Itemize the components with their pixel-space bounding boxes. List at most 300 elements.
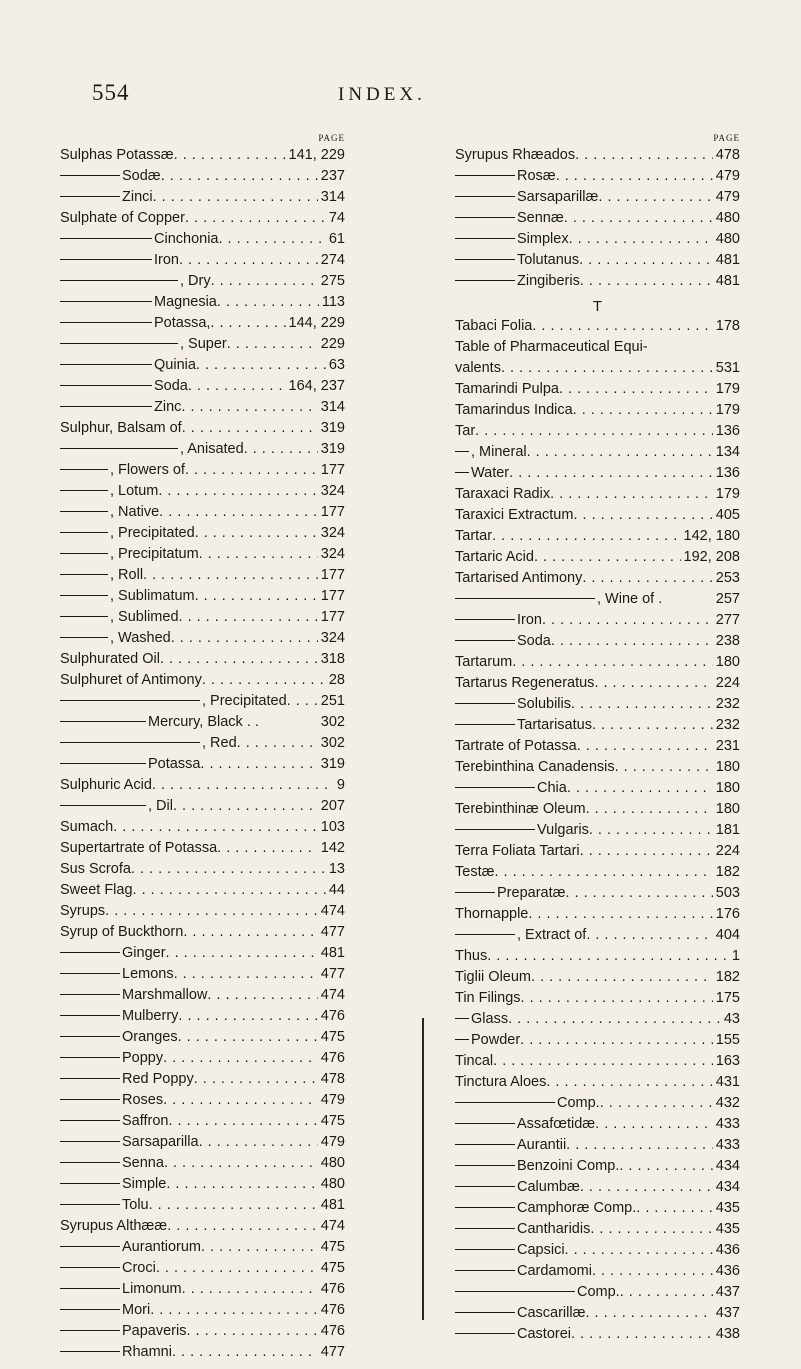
entry-term: Ginger <box>122 945 166 961</box>
index-entry <box>60 1153 345 1174</box>
entry-term: , Precipitatum <box>110 546 199 562</box>
entry-pages: 229 <box>320 336 345 352</box>
index-entry <box>455 463 740 484</box>
dot-leader <box>153 187 318 208</box>
entry-pages: 9 <box>336 777 345 793</box>
ditto-rule <box>60 1330 120 1331</box>
index-entry <box>60 502 345 523</box>
entry-term: Syrups <box>60 903 106 919</box>
dot-leader <box>217 838 318 859</box>
entry-term: Tartar <box>455 528 493 544</box>
dot-leader <box>592 1261 713 1282</box>
dot-leader <box>571 694 713 715</box>
entry-pages: 177 <box>320 504 345 520</box>
ditto-rule <box>455 259 515 260</box>
index-entry <box>60 985 345 1006</box>
entry-term: Mercury, Black . . <box>148 714 259 730</box>
dot-leader <box>566 883 713 904</box>
ditto-rule <box>60 1036 120 1037</box>
dot-leader <box>143 565 318 586</box>
dot-leader <box>571 1324 713 1345</box>
ditto-rule <box>60 301 152 302</box>
dot-leader <box>580 1177 713 1198</box>
ditto-rule <box>455 1249 515 1250</box>
ditto-rule <box>60 742 200 743</box>
entry-term: Marshmallow <box>122 987 208 1003</box>
entry-pages: 177 <box>320 609 345 625</box>
index-entry <box>60 1006 345 1027</box>
entry-term: , Sublimatum <box>110 588 195 604</box>
entry-pages: 207 <box>320 798 345 814</box>
ditto-rule <box>455 196 515 197</box>
entry-pages: 136 <box>715 423 740 439</box>
entry-pages: 1 <box>731 948 740 964</box>
index-entry <box>455 1324 740 1345</box>
index-entries <box>455 145 740 1345</box>
index-entry <box>455 988 740 1009</box>
index-entry <box>455 358 740 379</box>
index-entry <box>455 1051 740 1072</box>
index-entry <box>60 397 345 418</box>
entry-term: Tincal <box>455 1053 494 1069</box>
entry-pages: 314 <box>320 399 345 415</box>
index-entry <box>455 442 740 463</box>
entry-pages: 433 <box>715 1116 740 1132</box>
dot-leader <box>595 1114 713 1135</box>
dot-leader <box>167 1216 318 1237</box>
entry-term: Rosæ <box>517 168 556 184</box>
entry-term: Zinci <box>122 189 153 205</box>
entry-term: Chia <box>537 780 567 796</box>
entry-pages: 531 <box>715 360 740 376</box>
ditto-rule <box>60 385 152 386</box>
entry-term: Vulgaris <box>537 822 589 838</box>
entry-pages: 481 <box>715 273 740 289</box>
dot-leader <box>174 964 318 985</box>
entry-pages: 433 <box>715 1137 740 1153</box>
dot-leader <box>495 862 713 883</box>
ditto-rule <box>60 1078 120 1079</box>
index-entry <box>60 418 345 439</box>
ditto-rule <box>60 700 200 701</box>
entry-term: Tartarum <box>455 654 513 670</box>
entry-term: Cinchonia <box>154 231 219 247</box>
entry-pages: 474 <box>320 903 345 919</box>
entry-term: Comp. <box>577 1284 620 1300</box>
entry-pages: 224 <box>715 843 740 859</box>
dot-leader <box>199 544 318 565</box>
entry-pages: 253 <box>715 570 740 586</box>
entry-pages: 237 <box>320 168 345 184</box>
entry-term: Soda <box>517 633 551 649</box>
index-entry <box>455 1261 740 1282</box>
entry-pages: 63 <box>328 357 345 373</box>
dot-leader <box>188 376 286 397</box>
ditto-rule <box>60 595 108 596</box>
index-entry <box>455 1156 740 1177</box>
index-entry <box>455 526 740 547</box>
entry-term: Water <box>471 465 510 481</box>
entry-term: Quinia <box>154 357 196 373</box>
index-entry <box>60 250 345 271</box>
entry-pages: 43 <box>723 1011 740 1027</box>
dot-leader <box>166 1174 317 1195</box>
dot-leader <box>508 1009 721 1030</box>
entry-pages: 431 <box>715 1074 740 1090</box>
entry-term: Benzoini Comp. <box>517 1158 620 1174</box>
entry-term: Mori <box>122 1302 151 1318</box>
dot-leader <box>202 670 326 691</box>
entry-pages: 438 <box>715 1326 740 1342</box>
entry-pages: 319 <box>320 441 345 457</box>
entry-term: Sulphate of Copper <box>60 210 185 226</box>
ditto-rule <box>60 175 120 176</box>
entry-term: Sulphurated Oil <box>60 651 160 667</box>
dot-leader <box>615 757 713 778</box>
entry-term: Comp. <box>557 1095 600 1111</box>
entry-pages: 435 <box>715 1221 740 1237</box>
index-entry <box>60 187 345 208</box>
entry-term: , Washed <box>110 630 171 646</box>
entry-term: Camphoræ Comp. <box>517 1200 637 1216</box>
entry-term: Assafœtidæ <box>517 1116 596 1132</box>
dot-leader <box>590 1219 712 1240</box>
index-entry <box>60 544 345 565</box>
index-entry <box>455 862 740 883</box>
ditto-rule <box>60 1099 120 1100</box>
ditto-rule <box>455 1123 515 1124</box>
index-entry <box>60 859 345 880</box>
dot-leader <box>150 1300 318 1321</box>
entry-pages: 479 <box>320 1134 345 1150</box>
dot-leader <box>550 484 713 505</box>
entry-pages: 163 <box>715 1053 740 1069</box>
index-entry <box>60 271 345 292</box>
entry-pages: 28 <box>328 672 345 688</box>
entry-term: , Precipitated <box>202 693 287 709</box>
dot-leader <box>586 1303 713 1324</box>
entry-pages: 176 <box>715 906 740 922</box>
ditto-rule <box>60 1204 120 1205</box>
index-entry <box>60 607 345 628</box>
dot-leader <box>509 463 713 484</box>
ditto-rule <box>60 259 152 260</box>
ditto-rule <box>60 343 178 344</box>
index-entry <box>455 652 740 673</box>
ditto-rule <box>455 238 515 239</box>
entry-pages: 475 <box>320 1239 345 1255</box>
entry-term: Tamarindus Indica <box>455 402 573 418</box>
index-entry <box>60 1237 345 1258</box>
dot-leader <box>528 904 712 925</box>
entry-term: Croci <box>122 1260 156 1276</box>
entry-pages: 475 <box>320 1113 345 1129</box>
entry-pages: 178 <box>715 318 740 334</box>
index-entry <box>60 922 345 943</box>
dot-leader <box>199 1132 318 1153</box>
index-entry <box>60 712 345 733</box>
ditto-rule <box>60 1057 120 1058</box>
page-column-header: PAGE <box>318 133 345 143</box>
index-entry <box>60 145 345 166</box>
entry-term: Powder <box>471 1032 521 1048</box>
entry-term: Simple <box>122 1176 167 1192</box>
index-entry <box>455 1282 740 1303</box>
index-entry <box>455 229 740 250</box>
index-entry <box>455 631 740 652</box>
entry-pages: 477 <box>320 966 345 982</box>
dot-leader <box>113 817 318 838</box>
index-entry <box>60 943 345 964</box>
entry-pages: 405 <box>715 507 740 523</box>
entry-pages: 476 <box>320 1281 345 1297</box>
dot-leader <box>201 1237 318 1258</box>
dot-leader <box>163 1048 318 1069</box>
dot-leader <box>573 400 713 421</box>
entry-pages: 480 <box>320 1155 345 1171</box>
index-entry <box>455 1030 740 1051</box>
entry-term: Aurantii <box>517 1137 567 1153</box>
ditto-rule <box>60 406 152 407</box>
dot-leader <box>159 502 318 523</box>
entry-term: Tartrate of Potassa <box>455 738 577 754</box>
entry-pages: 319 <box>320 420 345 436</box>
entry-pages: 476 <box>320 1302 345 1318</box>
dot-leader <box>217 292 319 313</box>
entry-term: Roses <box>122 1092 164 1108</box>
entry-term: Thus <box>455 948 488 964</box>
ditto-rule <box>455 934 515 935</box>
dot-leader <box>237 733 318 754</box>
entry-term: Tartaric Acid <box>455 549 534 565</box>
entry-pages: 314 <box>320 189 345 205</box>
entry-term: Cardamomi <box>517 1263 592 1279</box>
page-column-header: PAGE <box>713 133 740 143</box>
dot-leader <box>564 208 713 229</box>
index-entry <box>455 883 740 904</box>
index-entry <box>455 316 740 337</box>
entry-pages: 404 <box>715 927 740 943</box>
entry-term: , Dry <box>180 273 211 289</box>
entry-pages: 232 <box>715 696 740 712</box>
index-entry <box>455 694 740 715</box>
index-entry <box>60 565 345 586</box>
ditto-rule <box>60 322 152 323</box>
index-entry <box>60 166 345 187</box>
index-entry <box>60 376 345 397</box>
entry-term: Tar <box>455 423 476 439</box>
dot-leader <box>178 1006 317 1027</box>
dot-leader <box>158 481 317 502</box>
index-entry <box>60 1069 345 1090</box>
entry-pages: 144, 229 <box>288 315 345 331</box>
entry-pages: 142, 180 <box>683 528 740 544</box>
ditto-rule <box>60 1267 120 1268</box>
page-number: 554 <box>92 80 130 105</box>
index-entry <box>455 967 740 988</box>
ditto-rule <box>455 217 515 218</box>
entry-pages: 177 <box>320 567 345 583</box>
entry-pages: 437 <box>715 1305 740 1321</box>
entry-pages: 155 <box>715 1032 740 1048</box>
ditto-rule <box>455 703 515 704</box>
index-entry <box>455 1072 740 1093</box>
entry-pages: 475 <box>320 1260 345 1276</box>
index-entry <box>60 775 345 796</box>
entry-term: Testæ <box>455 864 495 880</box>
index-entry <box>60 817 345 838</box>
ditto-rule <box>60 952 120 953</box>
ditto-rule <box>455 619 515 620</box>
ditto-rule <box>455 1186 515 1187</box>
entry-term: , Roll <box>110 567 144 583</box>
dot-leader <box>580 841 713 862</box>
dot-leader <box>287 691 318 712</box>
entry-term: Saffron <box>122 1113 169 1129</box>
dot-leader <box>207 985 317 1006</box>
entry-pages: 477 <box>320 924 345 940</box>
entry-pages: 319 <box>320 756 345 772</box>
entry-pages: 180 <box>715 759 740 775</box>
index-entry <box>455 1135 740 1156</box>
dot-leader <box>219 229 326 250</box>
index-entry <box>455 841 740 862</box>
dot-leader <box>546 1072 712 1093</box>
entry-pages: 103 <box>320 819 345 835</box>
ditto-rule <box>455 280 515 281</box>
entry-pages: 302 <box>320 714 345 730</box>
entry-term: Tartarised Antimony <box>455 570 583 586</box>
entry-term: Sumach <box>60 819 114 835</box>
dot-leader <box>169 1111 318 1132</box>
dot-leader <box>594 673 712 694</box>
entry-pages: 432 <box>715 1095 740 1111</box>
ditto-rule <box>455 472 469 473</box>
entry-term: Thornapple <box>455 906 529 922</box>
dot-leader <box>131 859 326 880</box>
dot-leader <box>579 250 713 271</box>
dot-leader <box>600 1093 713 1114</box>
column-divider <box>422 1018 424 1320</box>
entry-term: Simplex <box>517 231 569 247</box>
dot-leader <box>174 145 286 166</box>
index-entry <box>455 505 740 526</box>
entry-term: Syrup of Buckthorn <box>60 924 184 940</box>
entry-pages: 479 <box>320 1092 345 1108</box>
index-entry <box>60 1342 345 1363</box>
entry-pages: 478 <box>320 1071 345 1087</box>
entry-pages: 481 <box>320 1197 345 1213</box>
index-entry <box>60 880 345 901</box>
dot-leader <box>598 187 712 208</box>
entry-term: Preparatæ <box>497 885 566 901</box>
dot-leader <box>161 166 318 187</box>
index-entry <box>455 400 740 421</box>
entry-pages: 434 <box>715 1179 740 1195</box>
ditto-rule <box>455 892 495 893</box>
ditto-rule <box>60 553 108 554</box>
entry-term: Sulphas Potassæ <box>60 147 174 163</box>
index-entry <box>60 1174 345 1195</box>
entry-term: Taraxaci Radix <box>455 486 551 502</box>
ditto-rule <box>60 1183 120 1184</box>
dot-leader <box>210 313 285 334</box>
dot-leader <box>577 736 713 757</box>
entry-pages: 479 <box>715 168 740 184</box>
entry-pages: 437 <box>715 1284 740 1300</box>
index-entry <box>60 1195 345 1216</box>
entry-term: , Wine of . <box>597 591 663 607</box>
index-entry <box>455 757 740 778</box>
index-entry <box>455 904 740 925</box>
ditto-rule <box>60 1246 120 1247</box>
index-entry <box>60 481 345 502</box>
index-entry <box>455 1093 740 1114</box>
index-entry <box>455 925 740 946</box>
index-entry <box>60 460 345 481</box>
index-entry <box>60 586 345 607</box>
entry-pages: 476 <box>320 1323 345 1339</box>
ditto-rule <box>60 1288 120 1289</box>
ditto-rule <box>60 616 108 617</box>
index-entry <box>455 673 740 694</box>
index-entry <box>60 439 345 460</box>
dot-leader <box>582 568 712 589</box>
entry-pages: 238 <box>715 633 740 649</box>
ditto-rule <box>60 196 120 197</box>
entry-pages: 231 <box>715 738 740 754</box>
index-entry <box>60 649 345 670</box>
index-entry <box>455 1303 740 1324</box>
entry-pages: 277 <box>715 612 740 628</box>
ditto-rule <box>60 532 108 533</box>
entry-term: Sodæ <box>122 168 161 184</box>
ditto-rule <box>60 448 178 449</box>
ditto-rule <box>455 1039 469 1040</box>
entry-term: Potassa, <box>154 315 211 331</box>
entry-term: Syrupus Rhæados <box>455 147 576 163</box>
entry-term: Table of Pharmaceutical Equi- <box>455 339 648 355</box>
ditto-rule <box>60 1351 120 1352</box>
dot-leader <box>160 649 318 670</box>
entry-term: Sweet Flag <box>60 882 133 898</box>
dot-leader <box>565 1240 713 1261</box>
entry-pages: 479 <box>715 189 740 205</box>
entry-term: Lemons <box>122 966 174 982</box>
index-entry <box>60 1048 345 1069</box>
entry-term: , Extract of <box>517 927 587 943</box>
dot-leader <box>556 166 713 187</box>
index-entry <box>455 379 740 400</box>
index-entry <box>60 628 345 649</box>
ditto-rule <box>60 1120 120 1121</box>
dot-leader <box>163 1090 318 1111</box>
entry-term: Castorei <box>517 1326 571 1342</box>
ditto-rule <box>455 1102 555 1103</box>
index-entry <box>60 208 345 229</box>
entry-pages: 164, 237 <box>288 378 345 394</box>
index-entry <box>455 1114 740 1135</box>
dot-leader <box>186 1321 317 1342</box>
entry-pages: 474 <box>320 1218 345 1234</box>
dot-leader <box>172 1342 318 1363</box>
entry-term: Red Poppy <box>122 1071 194 1087</box>
dot-leader <box>542 610 713 631</box>
entry-term: , Mineral <box>471 444 527 460</box>
entry-pages: 180 <box>715 780 740 796</box>
index-entry <box>455 610 740 631</box>
entry-pages: 224 <box>715 675 740 691</box>
